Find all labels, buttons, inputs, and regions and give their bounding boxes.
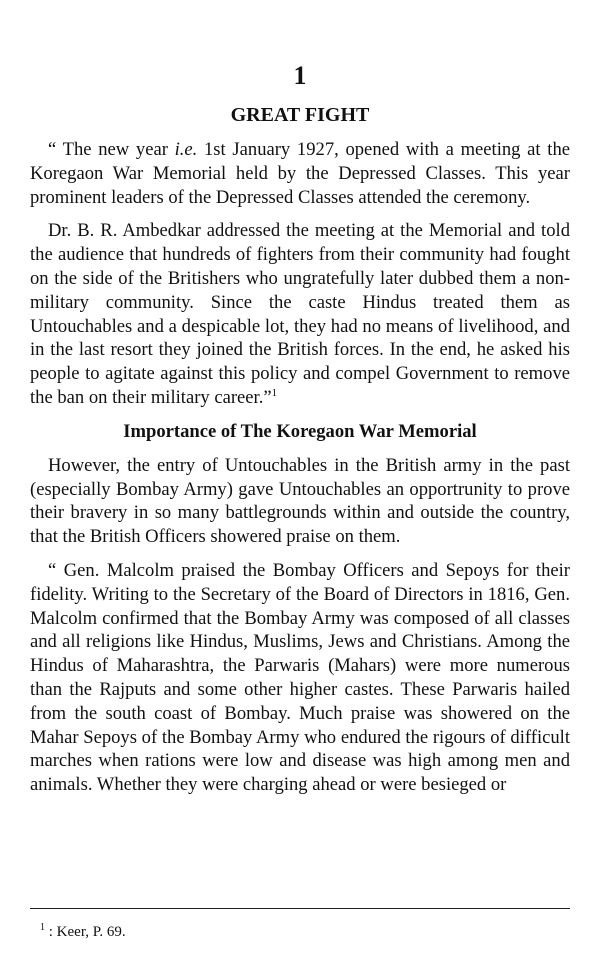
footnote-divider <box>30 908 570 909</box>
paragraph-1-text-b: 1st January 1927, opened with a meeting at the Koregaon War Memorial held by the Depressed Classes. This year prominent leaders of the Depressed Classes attended the ceremony. <box>30 139 570 208</box>
footnote <box>40 918 126 942</box>
paragraph-1 <box>30 138 570 209</box>
body-text <box>30 138 570 807</box>
paragraph-2-text: Dr. B. R. Ambedkar addressed the meeting at the Memorial and told the audience that hundreds of fighters from their community had fought on the side of the Britishers who ungratefully later dubbed them a non-military community. Since the caste Hindus treated them as Untouchables and a despicable lot, they had no means of livelihood, and in the last resort they joined the British forces. In the end, he asked his people to agitate against this policy and compel Government to remove the ban on their military career.” <box>30 220 570 408</box>
footnote-marker: 1 <box>40 922 45 933</box>
chapter-title: GREAT FIGHT <box>230 104 370 126</box>
paragraph-2 <box>30 219 570 409</box>
section-subheading: Importance of The Koregaon War Memorial <box>123 420 477 442</box>
paragraph-1-text-a: “ The new year <box>48 139 175 160</box>
footnote-reference: 1 <box>271 386 278 399</box>
paragraph-4: “ Gen. Malcolm praised the Bombay Officers and Sepoys for their fidelity. Writing to the Secretary of the Board of Directors in 1816, Gen. Malcolm confirmed that the Bombay Army was composed of all classes and all religions like Hindus, Muslims, Jews and Christians. Among the Hindus of Maharashtra, the Parwaris (Mahars) were more numerous than the Rajputs and some other higher castes. These Parwaris hailed from the south coast of Bombay. Much praise was showered on the Mahar Sepoys of the Bombay Army who endured the rigours of difficult marches when rations were low and disease was high among men and animals. Whether they were charging ahead or were besieged or <box>30 559 570 796</box>
paragraph-3: However, the entry of Untouchables in the British army in the past (especially Bombay Army) gave Untouchables an opportrunity to prove their bravery in so many battlegrounds within and outside the country, that the British Officers showered praise on them. <box>30 454 570 548</box>
paragraph-1-italic-ie: i.e. <box>174 139 198 160</box>
chapter-number: 1 <box>293 61 307 90</box>
footnote-text: : Keer, P. 69. <box>45 924 126 940</box>
